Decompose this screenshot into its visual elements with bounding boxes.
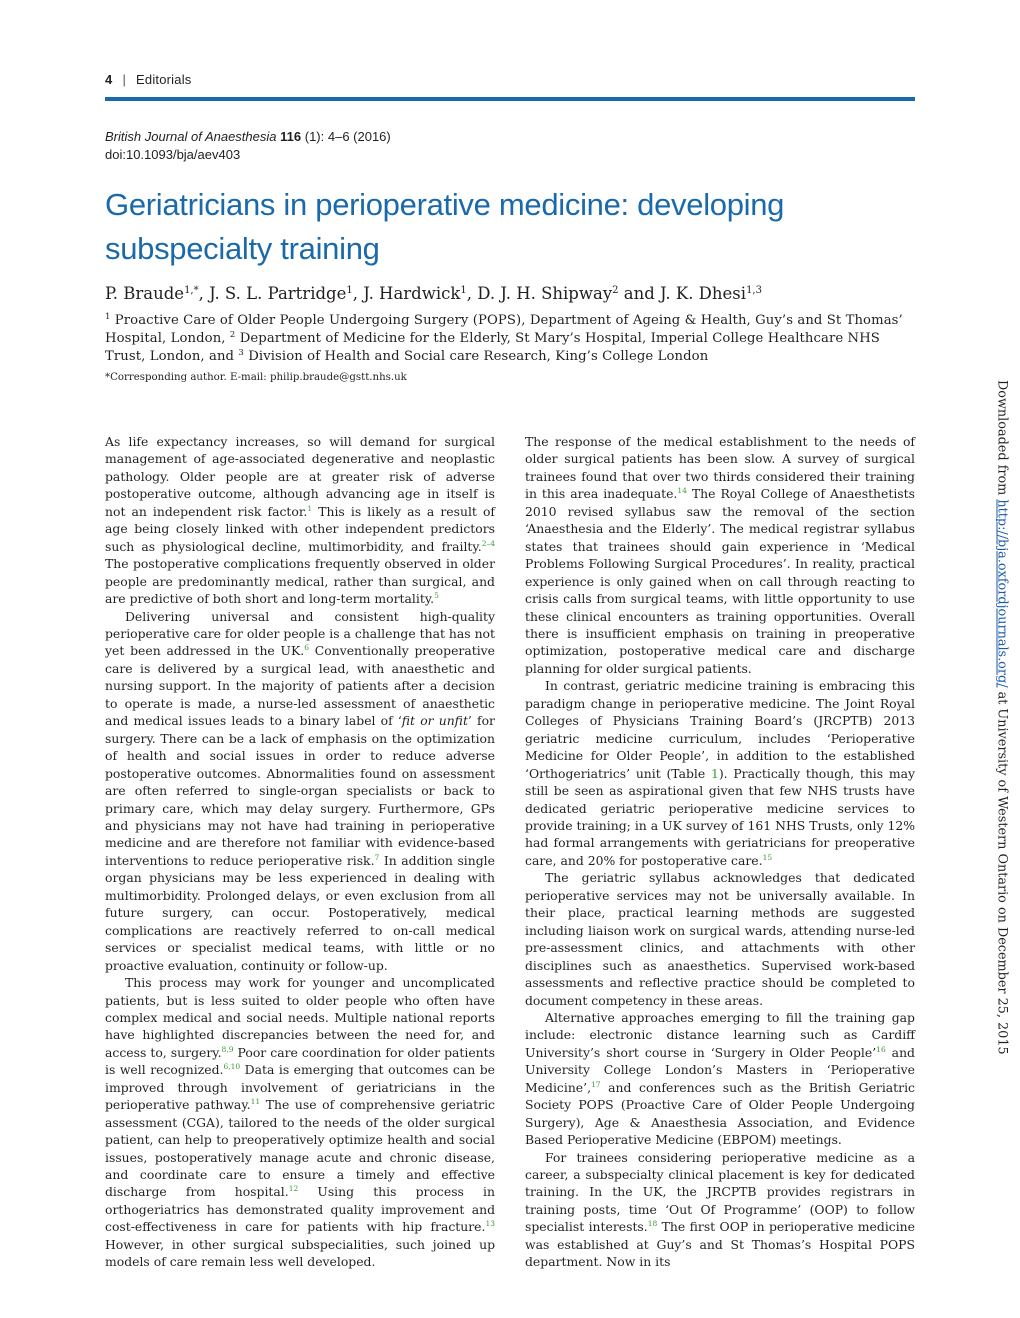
running-head-separator: |: [122, 72, 127, 87]
author-name: J. K. Dhesi: [660, 284, 747, 303]
author-name: D. J. H. Shipway: [477, 284, 613, 303]
affiliation-marker: 2: [229, 330, 236, 340]
body-text: For trainees considering perioperative medicine as a career, a subspecialty clinical placement is key for dedicated training. In the UK, the JRCPTB provides registrars in training posts, time ‘Out Of Programme’ (OOP) to follow specialist interests.: [525, 1149, 915, 1235]
author-affiliation-marker: 1: [460, 285, 467, 296]
body-text: The geriatric syllabus acknowledges that dedicated perioperative services may not be universally available. In their place, practical learning methods are suggested including liaison work on surgical wards, attending nurse-led pre-assessment clinics, and attachments with other disciplines such as anaesthetics. Supervised work-based assessments and reflective practice should be completed to document competency in these areas.: [525, 870, 915, 1008]
body-text: In contrast, geriatric medicine training is embracing this paradigm change in perioperative medicine. The Joint Royal Colleges of Physicians Training Board’s (JRCPTB) 2013 geriatric medicine curriculum, includes ‘Perioperative Medicine for Older People’, in addition to the established ‘Orthogeriatrics’ unit (Table: [525, 678, 915, 781]
download-prefix: Downloaded from: [994, 380, 1010, 500]
body-text: and conferences such as the British Geriatric Society POPS (Proactive Care of Older People Undergoing Surgery), Age & Anaesthesia Association, and Evidence Based Perioperative Medicine (EBPOM) meetings.: [525, 1079, 915, 1148]
running-head: [105, 72, 191, 87]
body-text: As life expectancy increases, so will demand for surgical management of age-associated degenerative and neoplastic pathology. Older people are at greater risk of adverse postoperative outcome, although advancing age in itself is not an independent risk factor.: [105, 434, 495, 519]
affiliation-text: Department of Medicine for the Elderly, St Mary’s Hospital, Imperial College Healthcare NHS Trust, London, and: [105, 331, 880, 364]
emphasis-text: fit or unfit: [401, 713, 468, 729]
body-paragraph: [105, 608, 495, 975]
reference-citation[interactable]: 6,10: [223, 1062, 241, 1072]
body-paragraph: [105, 433, 495, 608]
body-text: The use of comprehensive geriatric assessment (CGA), tailored to the needs of the older surgical patient, can help to preoperatively optimize health and social issues, postoperatively manage acute and chronic disease, and coordinate care to ensure a timely and effective discharge from hospital.: [105, 1097, 495, 1200]
reference-citation[interactable]: 1: [307, 503, 313, 513]
affiliation-text: Proactive Care of Older People Undergoing Surgery (POPS), Department of Ageing & Health, Guy’s and St Thomas’ Hospital, London,: [105, 313, 903, 346]
body-paragraph: [105, 974, 495, 1271]
body-text: The Royal College of Anaesthetists 2010 revised syllabus saw the removal of the section ‘Anaesthesia and the Elderly’. The medical registrar syllabus states that trainees should gain experience in ‘Medical Problems Following Surgical Procedures’. In reality, practical experience is only gained when on call through reacting to crisis calls from surgical teams, with little opportunity to use these clinical encounters as training opportunities. Overall there is insufficient emphasis on training in preoperative optimization, postoperative medical care and discharge planning for older surgical patients.: [525, 486, 915, 676]
reference-citation[interactable]: 13: [485, 1219, 495, 1229]
author-separator: ,: [466, 284, 478, 303]
body-text: Conventionally preoperative care is delivered by a surgical lead, with anaesthetic and nursing support. In the majority of patients after a decision to operate is made, a nurse-led assessment of anaesthetic and medical issues leads to a binary label of ‘: [105, 643, 495, 729]
affiliation-marker: 3: [238, 348, 244, 358]
body-paragraph: [525, 1149, 915, 1271]
page-number: 4: [105, 72, 113, 87]
left-column: [105, 433, 495, 1271]
author-list: [105, 283, 762, 305]
corresponding-author: *Corresponding author. E-mail: philip.braude@gstt.nhs.uk: [105, 372, 407, 383]
body-paragraph: [525, 1009, 915, 1149]
body-text: ’ for surgery. There can be a lack of emphasis on the optimization of health and social issues in order to reduce adverse postoperative outcomes. Abnormalities found on assessment are often referred to single-organ specialists or back to primary care, which may delay surgery. Furthermore, GPs and physicians may not have had training in perioperative medicine and are therefore not familiar with evidence-based interventions to reduce perioperative risk.: [105, 713, 495, 868]
reference-citation[interactable]: 16: [876, 1044, 886, 1054]
journal-link[interactable]: http://bja.oxfordjournals.org/: [994, 499, 1010, 688]
body-text: The first OOP in perioperative medicine was established at Guy’s and St Thomas’s Hospital POPS department. Now in its: [525, 1219, 915, 1270]
author-name: J. Hardwick: [363, 284, 461, 303]
reference-citation[interactable]: 8,9: [221, 1044, 234, 1054]
author-affiliation-marker: 2: [612, 285, 619, 296]
header-rule: [105, 97, 915, 101]
body-text: ). Practically though, this may still be seen as aspirational given that few NHS trusts have dedicated geriatric perioperative medicine services to provide training; in a UK survey of 161 NHS Trusts, only 12% had formal arrangements with geriatricians for preoperative care, and 20% for postoperative care.: [525, 765, 915, 868]
reference-citation[interactable]: 12: [288, 1184, 299, 1194]
reference-citation[interactable]: 15: [762, 852, 773, 862]
section-label: Editorials: [136, 72, 192, 87]
article-title: Geriatricians in perioperative medicine: developing subspecialty training: [105, 187, 785, 266]
doi: doi:10.1093/bja/aev403: [105, 147, 241, 162]
author-separator: ,: [352, 284, 364, 303]
body-paragraph: [525, 869, 915, 1009]
affiliation-marker: 1: [105, 312, 111, 322]
reference-citation[interactable]: 5: [434, 591, 439, 601]
download-suffix: at University of Western Ontario on December 25, 2015: [994, 687, 1010, 1055]
journal-name: British Journal of Anaesthesia: [105, 129, 277, 144]
body-text: This is likely as a result of age being closely linked with other independent predictors such as physiological decline, multimorbidity, and frailty.: [105, 503, 496, 554]
body-text: Data is emerging that outcomes can be improved through involvement of geriatricians in the perioperative pathway.: [105, 1062, 495, 1113]
body-text: However, in other surgical subspecialities, such joined up models of care remain less well developed.: [105, 1236, 495, 1270]
author-affiliation-marker: 1,3: [746, 285, 762, 296]
body-text: The response of the medical establishment to the needs of older surgical patients has been slow. A survey of surgical trainees found that over two thirds considered their training in this area inadequate.: [525, 434, 915, 502]
journal-issue-pages: (1): 4–6 (2016): [304, 129, 391, 144]
body-text: In addition single organ physicians may be less experienced in dealing with multimorbidity. Prolonged delays, or even exclusion from all future surgery, can occur. Postoperatively, medical complications are reactively referred to on-call medical services or specialist medical teams, with little or no proactive evaluation, continuity or follow-up.: [105, 852, 495, 973]
body-paragraph: [525, 433, 915, 677]
reference-citation[interactable]: 2–4: [481, 538, 495, 548]
body-text: Alternative approaches emerging to fill the training gap include: electronic distance learning such as Cardiff University’s short course in ‘Surgery in Older People’: [525, 1009, 915, 1060]
body-text: This process may work for younger and uncomplicated patients, but is less suited to older people who often have complex medical and social needs. Multiple national reports have highlighted discrepancies between the need for, and access to, surgery.: [105, 975, 495, 1060]
reference-citation[interactable]: 14: [677, 486, 687, 496]
reference-citation[interactable]: 6: [304, 643, 309, 653]
table-link[interactable]: 1: [710, 765, 719, 781]
author-name: J. S. L. Partridge: [209, 284, 347, 303]
body-text: and University College London’s Masters in ‘Perioperative Medicine’,: [525, 1044, 915, 1095]
right-column: [525, 433, 915, 1271]
reference-citation[interactable]: 7: [374, 852, 380, 862]
author-name: P. Braude: [105, 284, 185, 303]
body-text: Poor care coordination for older patients is well recognized.: [105, 1044, 495, 1078]
download-notice: [995, 380, 1010, 1055]
download-sidebar: [990, 380, 1014, 1055]
affiliations: [105, 312, 917, 366]
journal-volume: 116: [280, 129, 302, 144]
citation: [105, 128, 391, 164]
author-affiliation-marker: 1,*: [184, 285, 199, 296]
reference-citation[interactable]: 17: [591, 1079, 601, 1089]
reference-citation[interactable]: 18: [647, 1219, 658, 1229]
reference-citation[interactable]: 11: [250, 1097, 261, 1107]
author-separator: ,: [198, 284, 210, 303]
body-paragraph: [525, 677, 915, 869]
body-text: The postoperative complications frequently observed in older people are predominantly medical, rather than surgical, and are predictive of both short and long-term mortality.: [105, 556, 495, 607]
author-separator: and: [618, 284, 661, 303]
body-text: Delivering universal and consistent high-quality perioperative care for older people is a challenge that has not yet been addressed in the UK.: [105, 608, 495, 659]
author-affiliation-marker: 1: [346, 285, 353, 296]
affiliation-text: Division of Health and Social care Research, King’s College London: [243, 349, 709, 364]
body-text: Using this process in orthogeriatrics has demonstrated quality improvement and cost-effectiveness in care for patients with hip fracture.: [105, 1184, 495, 1235]
